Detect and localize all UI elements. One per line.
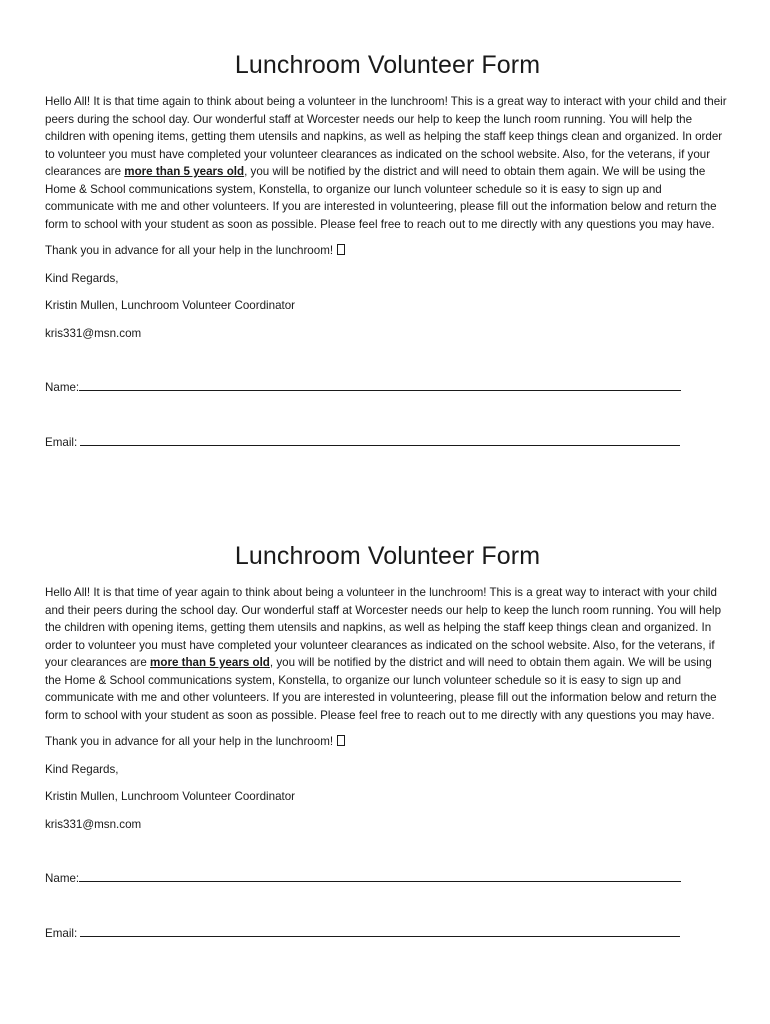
name-blank-line[interactable] [79, 870, 681, 882]
closing-line: Kind Regards, [45, 271, 119, 285]
closing-line: Kind Regards, [45, 762, 119, 776]
thanks-line [45, 733, 730, 751]
coordinator-signature: Kristin Mullen, Lunchroom Volunteer Coordinator [45, 790, 296, 803]
intro-paragraph [45, 93, 730, 233]
intro-text-start: Hello All! It is that time again to think about being a volunteer in the lunchroom! This is a great way to interact with your child and their peers during the school day. Our wonderful staff at Worcester needs our help to keep the lunch room running. You will help the children with opening items, getting them utensils and napkins, as well as helping the staff keep things clean and organized. In order to volunteer you must have completed your volunteer clearances as indicated on the school website. Also, for the veterans, if your clearances are [45, 95, 727, 178]
contact-email: kris331@msn.com [45, 817, 142, 831]
name-field[interactable] [45, 870, 730, 888]
clearance-age-emphasis: more than 5 years old [124, 165, 245, 178]
email-label: Email: [45, 435, 78, 449]
contact-email: kris331@msn.com [45, 326, 142, 340]
email-blank-line[interactable] [80, 434, 680, 446]
intro-text-end: , you will be notified by the district and will need to obtain them again. We will be using the Home & School communications system, Konstella, to organize our lunch volunteer schedule so it is easy to sign up and communicate with me and other volunteers. If you are interested in volunteering, please fill out the information below and return the form to school with your student as soon as possible. Please feel free to reach out to me directly with any questions you may have. [45, 165, 717, 231]
name-label: Name: [45, 872, 80, 885]
email-field[interactable] [45, 434, 730, 452]
thanks-text: Thank you in advance for all your help in the lunchroom! [45, 244, 334, 257]
coordinator-signature: Kristin Mullen, Lunchroom Volunteer Coordinator [45, 299, 296, 312]
volunteer-form-2 [45, 539, 730, 942]
volunteer-form-1 [45, 48, 730, 451]
intro-paragraph [45, 584, 730, 724]
intro-text-start: Hello All! It is that time of year again to think about being a volunteer in the lunchroom! This is a great way to interact with your child and their peers during the school day. Our wonderful staff at Worcester needs our help to keep the lunch room running. You will help the children with opening items, getting them utensils and napkins, as well as helping the staff keep things clean and organized. In order to volunteer you must have completed your volunteer clearances as indicated on the school website. Also, for the veterans, if your clearances are [45, 586, 722, 669]
email-blank-line[interactable] [80, 925, 680, 937]
email-label: Email: [45, 926, 78, 940]
placeholder-box-icon [337, 735, 345, 746]
placeholder-box-icon [337, 244, 345, 255]
clearance-age-emphasis: more than 5 years old [150, 656, 270, 669]
form-title: Lunchroom Volunteer Form [234, 542, 541, 570]
form-title: Lunchroom Volunteer Form [234, 51, 541, 79]
thanks-line [45, 242, 730, 260]
intro-text-end: , you will be notified by the district and will need to obtain them again. We will be using the Home & School communications system, Konstella, to organize our lunch volunteer schedule so it is easy to sign up and communicate with me and other volunteers. If you are interested in volunteering, please fill out the information below and return the form to school with your student as soon as possible. Please feel free to reach out to me directly with any questions you may have. [45, 656, 717, 722]
name-label: Name: [45, 381, 80, 394]
thanks-text: Thank you in advance for all your help in the lunchroom! [45, 735, 334, 748]
name-field[interactable] [45, 379, 730, 397]
email-field[interactable] [45, 925, 730, 943]
name-blank-line[interactable] [79, 379, 681, 391]
